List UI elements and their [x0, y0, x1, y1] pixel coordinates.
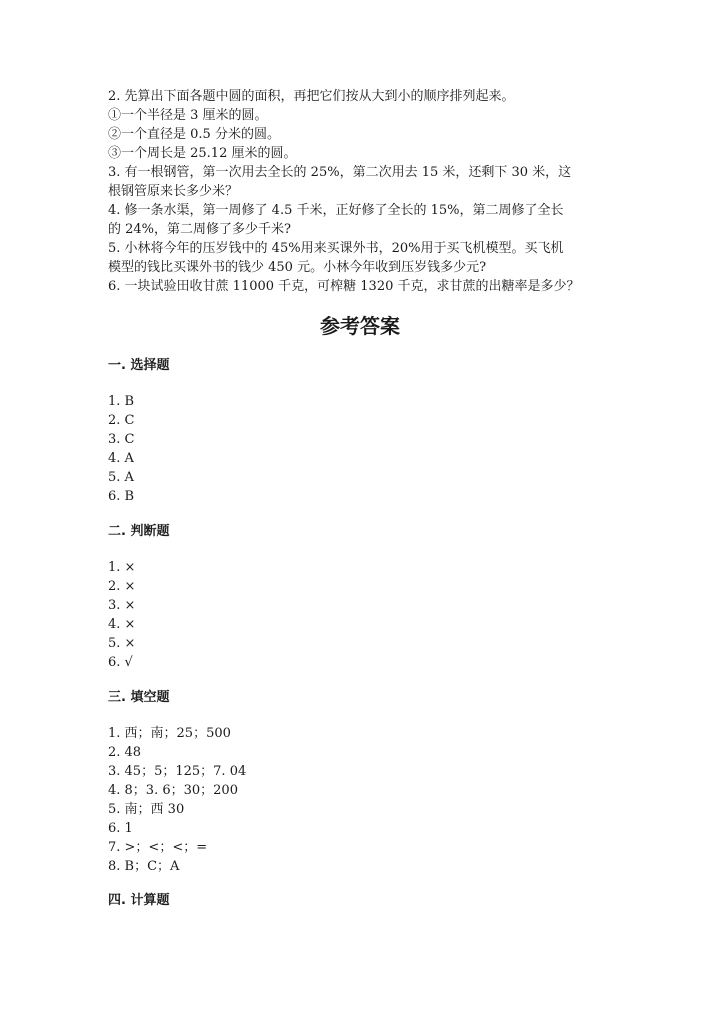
question-3-line-1: 3. 有一根钢管，第一次用去全长的 25%，第二次用去 15 米，还剩下 30 米，这 [108, 165, 572, 180]
answer-item: 2. 48 [108, 745, 142, 760]
question-5-line-2: 模型的钱比买课外书的钱少 450 元。小林今年收到压岁钱多少元? [108, 260, 487, 275]
answer-item: 7. >；<；<；= [108, 840, 208, 855]
question-2-line: 2. 先算出下面各题中圆的面积，再把它们按从大到小的顺序排列起来。 [108, 89, 515, 104]
question-5-line-1: 5. 小林将今年的压岁钱中的 45%用来买课外书，20%用于买飞机模型。买飞机 [108, 241, 564, 256]
answer-item: 4. 8；3. 6；30；200 [108, 783, 238, 798]
question-4-line-2: 的 24%，第二周修了多少千米? [108, 222, 291, 237]
answer-item: 3. 45；5；125；7. 04 [108, 764, 247, 779]
answer-item: 1. 西；南；25；500 [108, 726, 231, 741]
section-title-choice: 一. 选择题 [108, 358, 170, 373]
question-2-item-1: ①一个半径是 3 厘米的圆。 [108, 108, 268, 123]
question-2-item-2: ②一个直径是 0.5 分米的圆。 [108, 127, 280, 142]
question-4-line-1: 4. 修一条水渠，第一周修了 4.5 千米，正好修了全长的 15%，第二周修了全长 [108, 203, 564, 218]
answer-item: 6. B [108, 489, 135, 504]
answer-item: 3. × [108, 598, 136, 613]
answer-item: 1. × [108, 560, 136, 575]
answer-item: 2. × [108, 579, 136, 594]
answer-item: 4. × [108, 617, 136, 632]
answer-item: 8. B；C；A [108, 859, 180, 874]
answer-item: 5. A [108, 470, 134, 485]
section-title-calculation: 四. 计算题 [108, 893, 170, 908]
section-title-judgement: 二. 判断题 [108, 524, 170, 539]
answer-item: 6. 1 [108, 821, 133, 836]
answer-item: 3. C [108, 432, 135, 447]
answer-item: 5. × [108, 636, 136, 651]
question-3-line-2: 根钢管原来长多少米？ [108, 184, 239, 199]
answer-item: 5. 南；西 30 [108, 802, 185, 817]
answers-title: 参考答案 [320, 314, 400, 338]
question-6-line: 6. 一块试验田收甘蔗 11000 千克，可榨糖 1320 千克，求甘蔗的出糖率是多少？ [108, 279, 580, 294]
section-title-fill-blank: 三. 填空题 [108, 690, 170, 705]
answer-item: 4. A [108, 451, 134, 466]
answer-item: 1. B [108, 394, 135, 409]
answer-item: 6. √ [108, 655, 133, 670]
answer-item: 2. C [108, 413, 135, 428]
question-2-item-3: ③一个周长是 25.12 厘米的圆。 [108, 146, 297, 161]
